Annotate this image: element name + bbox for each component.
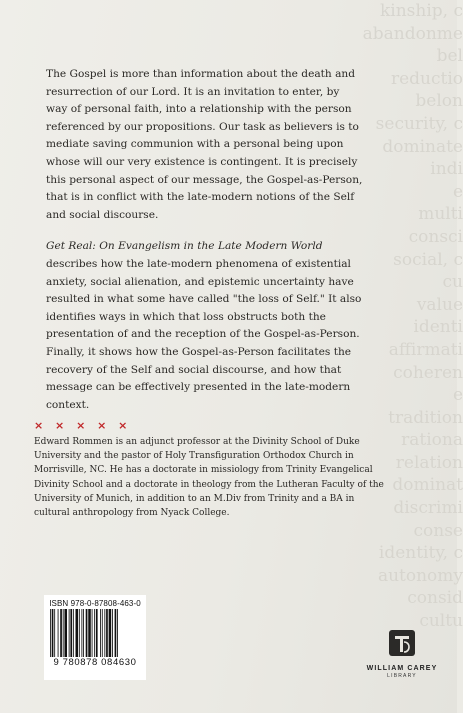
watermark-word: value <box>416 294 463 315</box>
barcode-bar <box>79 609 80 657</box>
watermark-word: e <box>452 181 463 202</box>
barcode-icon <box>48 609 142 657</box>
barcode-bar <box>60 609 62 657</box>
watermark-word: indi <box>430 159 463 180</box>
watermark-word: coheren <box>393 362 463 383</box>
barcode-bar <box>81 609 82 657</box>
barcode-bar <box>92 609 93 657</box>
barcode-bar <box>58 609 59 657</box>
watermark-word: cu <box>442 272 463 293</box>
watermark-word: relation <box>395 452 463 473</box>
publisher-block <box>365 628 439 680</box>
watermark-word: discrimi <box>393 498 463 519</box>
watermark-word: dominat <box>392 475 463 496</box>
isbn-label: ISBN 978-0-87808-463-0 <box>49 599 141 608</box>
watermark-word: dominate <box>382 136 463 157</box>
barcode-bar <box>100 609 101 657</box>
watermark-word: multi <box>418 204 463 225</box>
watermark-word: security, c <box>375 113 463 134</box>
separator-ornament: × × × × × <box>34 419 132 432</box>
watermark-word: bel <box>436 46 463 67</box>
barcode-bar <box>64 609 67 657</box>
watermark-word: cultu <box>419 611 463 632</box>
watermark-word: identity, c <box>378 543 463 564</box>
barcode-bar <box>54 609 55 657</box>
watermark-word: reductio <box>390 68 463 89</box>
watermark-word: identi <box>413 317 463 338</box>
publisher-logo-icon <box>387 628 417 658</box>
barcode-bar <box>117 609 118 657</box>
blurb <box>46 66 364 428</box>
barcode-bar <box>106 609 108 657</box>
barcode-bar <box>94 609 95 657</box>
barcode-bar <box>102 609 103 657</box>
watermark-word: conse <box>413 520 463 541</box>
barcode-bar <box>104 609 105 657</box>
watermark-word: abandonme <box>362 23 463 44</box>
watermark-word: consci <box>408 226 463 247</box>
blurb-paragraph-2-text: describes how the late-modern phenomena of existential anxiety, social alienation, and epistemic uncertainty have resulted in what some have called "the loss of Self." It also identifies ways in which that loss obstructs both the presentation of and the reception of the Gospel-as-Person. Finally, it shows how the Gospel-as-Person facilitates the recovery of the Self and social discourse, and how that message can be effectively presented in the late-modern context. <box>46 257 362 411</box>
publisher-name: WILLIAM CAREY <box>366 665 438 672</box>
book-title: Get Real: On Evangelism in the Late Modern World <box>46 240 323 253</box>
author-bio: Edward Rommen is an adjunct professor at the Divinity School of Duke University and the pastor of Holy Transfiguration Orthodox Church in Morrisville, NC. He has a doctorate in missiology from Trinity Evangelical Divinity School and a doctorate in theology from the Lutheran Faculty of the University of Munich, in addition to an M.Div from Trinity and a BA in cultural anthropology from Nyack College. <box>34 437 384 519</box>
publisher-subtitle: LIBRARY <box>387 673 417 679</box>
watermark-word: consid <box>407 588 463 609</box>
barcode-bar <box>69 609 70 657</box>
barcode-bar <box>88 609 91 657</box>
watermark-word: kinship, c <box>379 1 463 21</box>
barcode-bars <box>48 609 142 657</box>
barcode-bar <box>50 609 51 657</box>
watermark-word: tradition <box>388 407 463 428</box>
barcode-bar <box>63 609 64 657</box>
watermark-word: e <box>452 385 463 406</box>
blurb-paragraph-1: The Gospel is more than information about the death and resurrection of our Lord. It is an invitation to enter, by way of personal faith, into a relationship with the person referenced by our propositions. Our task as believers is to mediate saving communion with a personal being upon whose will our very existence is contingent. It is precisely this personal aspect of our message, the Gospel-as-Person, that is in conflict with the late-modern notions of the Self and social discourse. <box>46 68 363 221</box>
barcode-bar <box>70 609 72 657</box>
blurb-paragraph-2 <box>46 238 364 414</box>
barcode-number: 9 780878 084630 <box>53 657 137 668</box>
watermark-word: belon <box>415 91 463 112</box>
barcode-bar <box>52 609 54 657</box>
watermark-word: affirmati <box>388 339 463 360</box>
watermark-word: rationa <box>401 430 463 451</box>
barcode-box <box>44 595 146 680</box>
barcode-bar <box>73 609 74 657</box>
barcode-bar <box>109 609 112 657</box>
barcode-bar <box>83 609 84 657</box>
barcode-bar <box>96 609 98 657</box>
watermark-word: autonomy <box>377 565 463 586</box>
barcode-bar <box>115 609 117 657</box>
watermark-word: social, c <box>393 249 463 270</box>
barcode-bar <box>86 609 88 657</box>
barcode-bar <box>76 609 79 657</box>
barcode-bar <box>112 609 113 657</box>
